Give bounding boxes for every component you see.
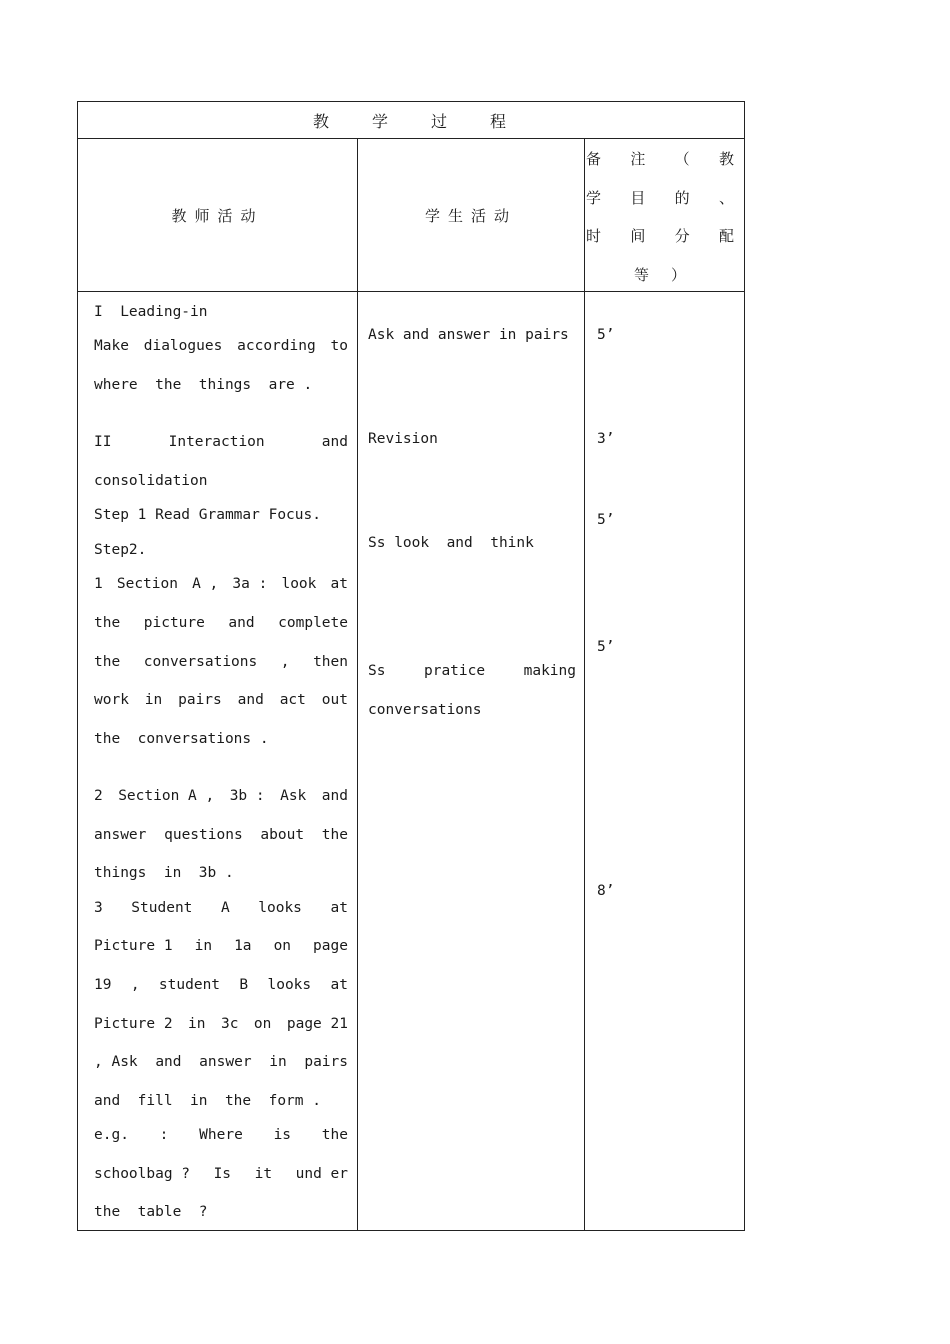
header-notes-line: 时 间 分 配 xyxy=(586,227,734,245)
teacher-word: and xyxy=(228,615,255,631)
teacher-word: and xyxy=(321,434,348,450)
teacher-word: , xyxy=(280,654,290,670)
student-word: pratice xyxy=(423,663,486,679)
teacher-word: then xyxy=(313,654,348,670)
teacher-line xyxy=(94,377,312,393)
teacher-line xyxy=(94,977,348,993)
divider xyxy=(584,138,585,1230)
teacher-word: B xyxy=(239,977,249,993)
teacher-word: and xyxy=(237,692,264,708)
teacher-line xyxy=(94,473,208,489)
teacher-line xyxy=(94,938,348,954)
teacher-word: at xyxy=(330,900,348,916)
teacher-line xyxy=(94,338,348,354)
student-word: making xyxy=(523,663,576,679)
teacher-word: Picture 1 xyxy=(94,938,173,954)
teacher-line xyxy=(94,1016,348,1032)
teacher-word: answer xyxy=(199,1054,252,1070)
teacher-word: is xyxy=(273,1127,292,1143)
header-notes-line: 等 ） xyxy=(633,265,687,284)
header-notes xyxy=(586,140,738,294)
teacher-word: Step 1 Read Grammar Focus. xyxy=(94,507,321,523)
teacher-word: A , xyxy=(192,576,219,592)
header-teacher: 教师活动 xyxy=(171,206,264,225)
teacher-line xyxy=(94,865,234,881)
teacher-line xyxy=(94,788,348,804)
teacher-word: Make xyxy=(94,338,129,354)
student-word: Ss look and think xyxy=(368,535,534,551)
teacher-word: complete xyxy=(278,615,348,631)
teacher-word: and xyxy=(321,788,348,804)
teacher-word: work xyxy=(94,692,129,708)
teacher-word: pairs xyxy=(178,692,222,708)
time-allocation: 8’ xyxy=(597,883,615,899)
teacher-word: the xyxy=(321,1127,348,1143)
student-word: Ask and answer in pairs xyxy=(368,327,569,343)
teacher-word: in xyxy=(269,1054,287,1070)
teacher-word: Ask xyxy=(280,788,307,804)
header-student: 学生活动 xyxy=(424,206,517,225)
teacher-word: 3a : xyxy=(232,576,268,592)
time-allocation: 3’ xyxy=(597,431,615,447)
title-char: 学 xyxy=(371,111,391,131)
teacher-line xyxy=(94,507,321,523)
title-char: 过 xyxy=(431,111,451,131)
teacher-word: questions xyxy=(164,827,243,843)
teacher-word: look xyxy=(281,576,317,592)
teacher-word: Is xyxy=(213,1166,232,1182)
teacher-word: on xyxy=(273,938,292,954)
teacher-word: , xyxy=(130,977,140,993)
teacher-line xyxy=(94,1204,208,1220)
teacher-word: conversations xyxy=(143,654,258,670)
teacher-word: schoolbag ? xyxy=(94,1166,191,1182)
teacher-word: 1 xyxy=(94,576,103,592)
time-allocation: 5’ xyxy=(597,327,615,343)
teacher-word: consolidation xyxy=(94,473,208,489)
teacher-line xyxy=(94,304,208,320)
teacher-word: 3c xyxy=(220,1016,239,1032)
teacher-line xyxy=(94,1166,348,1182)
divider xyxy=(357,138,358,1230)
teacher-word: : xyxy=(159,1127,169,1143)
teacher-word: pairs xyxy=(304,1054,348,1070)
teacher-word: and fill in the form . xyxy=(94,1093,321,1109)
header-notes-line: 备 注 （ 教 xyxy=(586,150,734,168)
student-word: Revision xyxy=(368,431,438,447)
teacher-word: Section A , xyxy=(118,788,215,804)
teacher-word: where the things are . xyxy=(94,377,313,393)
teacher-word: student xyxy=(158,977,221,993)
teacher-word: the xyxy=(321,827,348,843)
teacher-word: at xyxy=(330,977,348,993)
teacher-line xyxy=(94,615,348,631)
teacher-word: and xyxy=(155,1054,182,1070)
teacher-word: to xyxy=(330,338,348,354)
teacher-word: picture xyxy=(143,615,205,631)
teacher-word: Section xyxy=(116,576,178,592)
teacher-word: about xyxy=(260,827,305,843)
lesson-table xyxy=(77,101,745,1231)
teacher-line xyxy=(94,1127,348,1143)
student-line xyxy=(368,663,576,679)
student-line xyxy=(368,535,534,551)
teacher-word: the xyxy=(94,654,121,670)
student-line xyxy=(368,702,482,718)
teacher-line xyxy=(94,434,348,450)
teacher-word: out xyxy=(321,692,348,708)
teacher-word: the table ? xyxy=(94,1204,208,1220)
teacher-word: dialogues xyxy=(143,338,223,354)
teacher-word: e.g. xyxy=(94,1127,129,1143)
student-line xyxy=(368,327,569,343)
student-word: conversations xyxy=(368,702,482,718)
teacher-word: the xyxy=(94,615,121,631)
teacher-word: Picture 2 xyxy=(94,1016,173,1032)
teacher-word: Where xyxy=(199,1127,243,1143)
teacher-word: it xyxy=(254,1166,273,1182)
teacher-word: 19 xyxy=(94,977,112,993)
teacher-word: the conversations . xyxy=(94,731,269,747)
teacher-line xyxy=(94,654,348,670)
teacher-word: page 21 xyxy=(286,1016,348,1032)
teacher-word: II xyxy=(94,434,112,450)
teacher-line xyxy=(94,1054,348,1070)
teacher-word: in xyxy=(188,1016,206,1032)
time-allocation: 5’ xyxy=(597,639,615,655)
teacher-word: und er xyxy=(295,1166,348,1182)
teacher-word: act xyxy=(279,692,306,708)
time-allocation: 5’ xyxy=(597,512,615,528)
teacher-word: 3 xyxy=(94,900,103,916)
teacher-line xyxy=(94,900,348,916)
teacher-word: Student xyxy=(131,900,193,916)
teacher-word: in xyxy=(144,692,163,708)
student-word: Ss xyxy=(368,663,386,679)
teacher-word: Step2. xyxy=(94,542,147,558)
teacher-word: looks xyxy=(258,900,302,916)
teacher-line xyxy=(94,827,348,843)
teacher-word: answer xyxy=(94,827,147,843)
teacher-word: 2 xyxy=(94,788,103,804)
teacher-word: on xyxy=(253,1016,272,1032)
teacher-word: I Leading-in xyxy=(94,304,208,320)
teacher-word: looks xyxy=(267,977,312,993)
teacher-line xyxy=(94,731,269,747)
teacher-word: things in 3b . xyxy=(94,865,234,881)
teacher-line xyxy=(94,576,348,592)
teacher-word: at xyxy=(330,576,348,592)
teacher-word: page xyxy=(313,938,348,954)
teacher-word: 1a xyxy=(234,938,252,954)
teacher-word: , Ask xyxy=(94,1054,138,1070)
title-char: 教 xyxy=(312,111,332,131)
title-char: 程 xyxy=(490,111,510,131)
teacher-word: A xyxy=(220,900,230,916)
table-title xyxy=(78,102,744,138)
teacher-word: according xyxy=(237,338,316,354)
teacher-word: 3b : xyxy=(229,788,265,804)
teacher-word: in xyxy=(194,938,213,954)
student-line xyxy=(368,431,438,447)
header-notes-line: 学 目 的 、 xyxy=(586,188,734,207)
teacher-word: Interaction xyxy=(168,434,265,450)
teacher-line xyxy=(94,1093,321,1109)
teacher-line xyxy=(94,542,146,558)
teacher-line xyxy=(94,692,348,708)
